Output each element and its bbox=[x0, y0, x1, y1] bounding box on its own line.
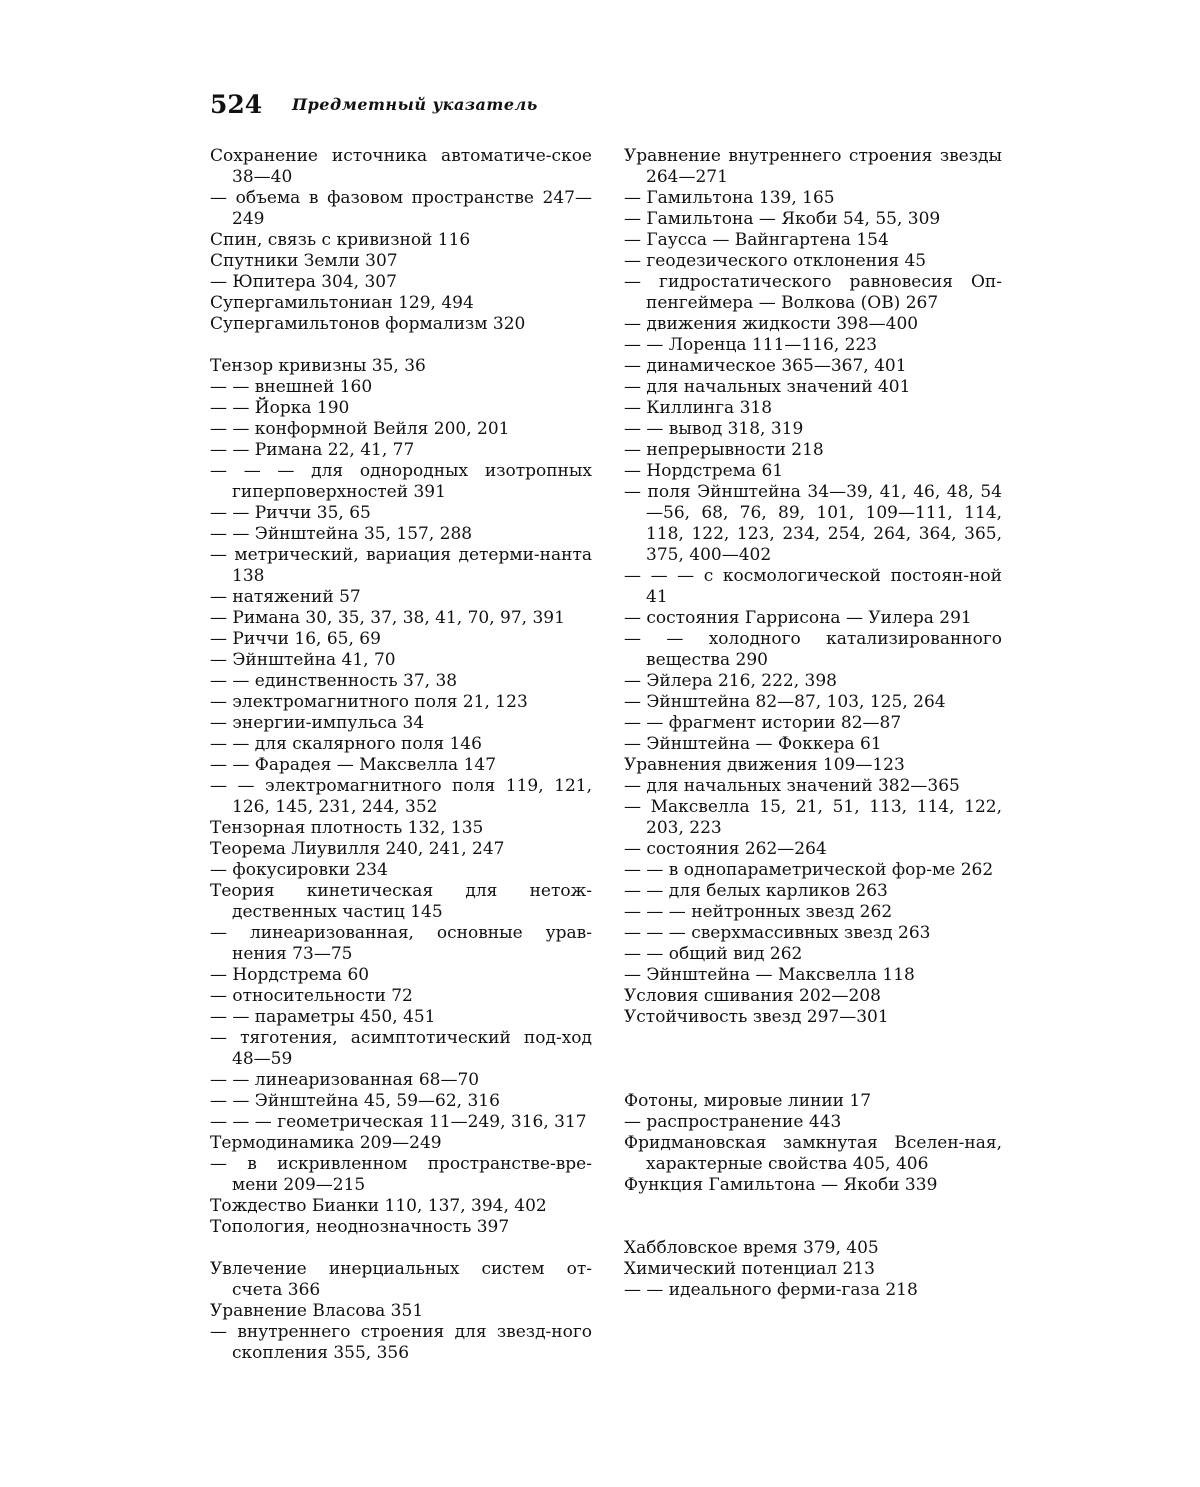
index-entry: Топология, неоднозначность 397 bbox=[210, 1217, 510, 1237]
index-entry: — относительности 72 bbox=[210, 986, 413, 1006]
section-gap bbox=[624, 1196, 1002, 1217]
index-entry: Теорема Лиувилля 240, 241, 247 bbox=[210, 839, 505, 859]
index-entry: — — — для однородных изотропных гиперповерхностей 391 bbox=[210, 461, 592, 502]
index-entry: Теория кинетическая для нетож-дественных частиц 145 bbox=[210, 881, 592, 922]
index-entry: Фридмановская замкнутая Вселен-ная, характерные свойства 405, 406 bbox=[624, 1133, 1002, 1174]
index-entry: — — в однопараметрической фор-ме 262 bbox=[624, 860, 994, 880]
running-title: Предметный указатель bbox=[292, 95, 538, 114]
index-entry: — состояния Гаррисона — Уилера 291 bbox=[624, 608, 972, 628]
index-entry: — метрический, вариация детерми-нанта 138 bbox=[210, 545, 592, 586]
index-entry: — геодезического отклонения 45 bbox=[624, 251, 927, 271]
index-entry: Уравнения движения 109—123 bbox=[624, 755, 905, 775]
index-entry: Фотоны, мировые линии 17 bbox=[624, 1091, 872, 1111]
section-gap bbox=[624, 1028, 1002, 1049]
index-entry: — — внешней 160 bbox=[210, 377, 373, 397]
index-entry: — Юпитера 304, 307 bbox=[210, 272, 397, 292]
index-entry: — состояния 262—264 bbox=[624, 839, 827, 859]
index-entry: — тяготения, асимптотический под-ход 48—59 bbox=[210, 1028, 592, 1069]
index-entry: Химический потенциал 213 bbox=[624, 1259, 875, 1279]
index-entry: — Нордстрема 60 bbox=[210, 965, 370, 985]
index-entry: — — — с космологической постоян-ной 41 bbox=[624, 566, 1002, 607]
index-entry: Хаббловское время 379, 405 bbox=[624, 1238, 879, 1258]
index-entry: Устойчивость звезд 297—301 bbox=[624, 1007, 889, 1027]
index-entry: Термодинамика 209—249 bbox=[210, 1133, 442, 1153]
index-entry: — движения жидкости 398—400 bbox=[624, 314, 919, 334]
section-gap bbox=[624, 1070, 1002, 1091]
index-entry: — натяжений 57 bbox=[210, 587, 361, 607]
section-gap bbox=[210, 1238, 592, 1259]
section-gap bbox=[624, 1049, 1002, 1070]
index-column-left bbox=[210, 146, 592, 1364]
index-entry: — — холодного катализированного вещества 290 bbox=[624, 629, 1002, 670]
index-entry: — — для скалярного поля 146 bbox=[210, 734, 482, 754]
index-entry: — непрерывности 218 bbox=[624, 440, 824, 460]
index-entry: — распространение 443 bbox=[624, 1112, 842, 1132]
index-entry: — — конформной Вейля 200, 201 bbox=[210, 419, 510, 439]
index-entry: — — — сверхмассивных звезд 263 bbox=[624, 923, 931, 943]
index-entry: — — — нейтронных звезд 262 bbox=[624, 902, 893, 922]
index-entry: — динамическое 365—367, 401 bbox=[624, 356, 907, 376]
section-gap bbox=[210, 335, 592, 356]
index-entry: — — фрагмент истории 82—87 bbox=[624, 713, 902, 733]
section-gap bbox=[624, 1217, 1002, 1238]
index-entry: — — линеаризованная 68—70 bbox=[210, 1070, 480, 1090]
index-entry: — Эйнштейна 41, 70 bbox=[210, 650, 396, 670]
index-entry: — — электромагнитного поля 119, 121, 126, 145, 231, 244, 352 bbox=[210, 776, 592, 817]
index-entry: — — Фарадея — Максвелла 147 bbox=[210, 755, 497, 775]
index-entry: — энергии-импульса 34 bbox=[210, 713, 425, 733]
index-entry: — — Лоренца 111—116, 223 bbox=[624, 335, 878, 355]
index-entry: — — Риччи 35, 65 bbox=[210, 503, 371, 523]
index-entry: — — идеального ферми-газа 218 bbox=[624, 1280, 918, 1300]
index-entry: — Римана 30, 35, 37, 38, 41, 70, 97, 391 bbox=[210, 608, 565, 628]
index-entry: — Нордстрема 61 bbox=[624, 461, 784, 481]
index-entry: — гидростатического равновесия Оп-пенгеймера — Волкова (ОВ) 267 bbox=[624, 272, 1002, 313]
index-entry: — — общий вид 262 bbox=[624, 944, 803, 964]
index-entry: Уравнение внутреннего строения звезды 264—271 bbox=[624, 146, 1002, 187]
index-entry: — электромагнитного поля 21, 123 bbox=[210, 692, 528, 712]
index-entry: Спутники Земли 307 bbox=[210, 251, 398, 271]
index-entry: — в искривленном пространстве-вре-мени 209—215 bbox=[210, 1154, 592, 1195]
index-entry: — — параметры 450, 451 bbox=[210, 1007, 436, 1027]
index-entry: — Риччи 16, 65, 69 bbox=[210, 629, 381, 649]
index-entry: — — Эйнштейна 45, 59—62, 316 bbox=[210, 1091, 500, 1111]
index-entry: — Эйнштейна — Максвелла 118 bbox=[624, 965, 915, 985]
index-column-right bbox=[624, 146, 1002, 1301]
index-entry: — поля Эйнштейна 34—39, 41, 46, 48, 54—56, 68, 76, 89, 101, 109—111, 114, 118, 122, 123, 234, 254, 264, 364, 365, 375, 400—402 bbox=[624, 482, 1002, 565]
index-entry: — Гамильтона 139, 165 bbox=[624, 188, 835, 208]
index-entry: — Эйлера 216, 222, 398 bbox=[624, 671, 837, 691]
page-number: 524 bbox=[210, 90, 263, 119]
index-entry: — для начальных значений 401 bbox=[624, 377, 911, 397]
index-entry: — — для белых карликов 263 bbox=[624, 881, 888, 901]
index-entry: — объема в фазовом пространстве 247—249 bbox=[210, 188, 592, 229]
index-entry: — — Йорка 190 bbox=[210, 398, 350, 418]
index-entry: Сохранение источника автоматиче-ское 38—40 bbox=[210, 146, 592, 187]
index-entry: Тензор кривизны 35, 36 bbox=[210, 356, 426, 376]
index-entry: Тензорная плотность 132, 135 bbox=[210, 818, 484, 838]
index-entry: — — единственность 37, 38 bbox=[210, 671, 458, 691]
index-entry: — линеаризованная, основные урав-нения 73—75 bbox=[210, 923, 592, 964]
index-entry: — — Римана 22, 41, 77 bbox=[210, 440, 415, 460]
index-entry: — — — геометрическая 11—249, 316, 317 bbox=[210, 1112, 587, 1132]
index-entry: — — вывод 318, 319 bbox=[624, 419, 804, 439]
index-entry: — Эйнштейна 82—87, 103, 125, 264 bbox=[624, 692, 946, 712]
index-entry: — Эйнштейна — Фоккера 61 bbox=[624, 734, 882, 754]
index-entry: — внутреннего строения для звезд-ного скопления 355, 356 bbox=[210, 1322, 592, 1363]
index-entry: Функция Гамильтона — Якоби 339 bbox=[624, 1175, 938, 1195]
index-entry: Тождество Бианки 110, 137, 394, 402 bbox=[210, 1196, 547, 1216]
index-entry: — для начальных значений 382—365 bbox=[624, 776, 960, 796]
index-entry: — Гаусса — Вайнгартена 154 bbox=[624, 230, 889, 250]
index-entry: — Гамильтона — Якоби 54, 55, 309 bbox=[624, 209, 941, 229]
index-entry: — Максвелла 15, 21, 51, 113, 114, 122, 203, 223 bbox=[624, 797, 1002, 838]
index-entry: — — Эйнштейна 35, 157, 288 bbox=[210, 524, 473, 544]
index-entry: Условия сшивания 202—208 bbox=[624, 986, 881, 1006]
index-entry: Увлечение инерциальных систем от-счета 366 bbox=[210, 1259, 592, 1300]
index-entry: Супергамильтониан 129, 494 bbox=[210, 293, 474, 313]
index-entry: — Киллинга 318 bbox=[624, 398, 773, 418]
index-entry: Спин, связь с кривизной 116 bbox=[210, 230, 471, 250]
index-entry: — фокусировки 234 bbox=[210, 860, 388, 880]
index-entry: Супергамильтонов формализм 320 bbox=[210, 314, 526, 334]
index-entry: Уравнение Власова 351 bbox=[210, 1301, 424, 1321]
